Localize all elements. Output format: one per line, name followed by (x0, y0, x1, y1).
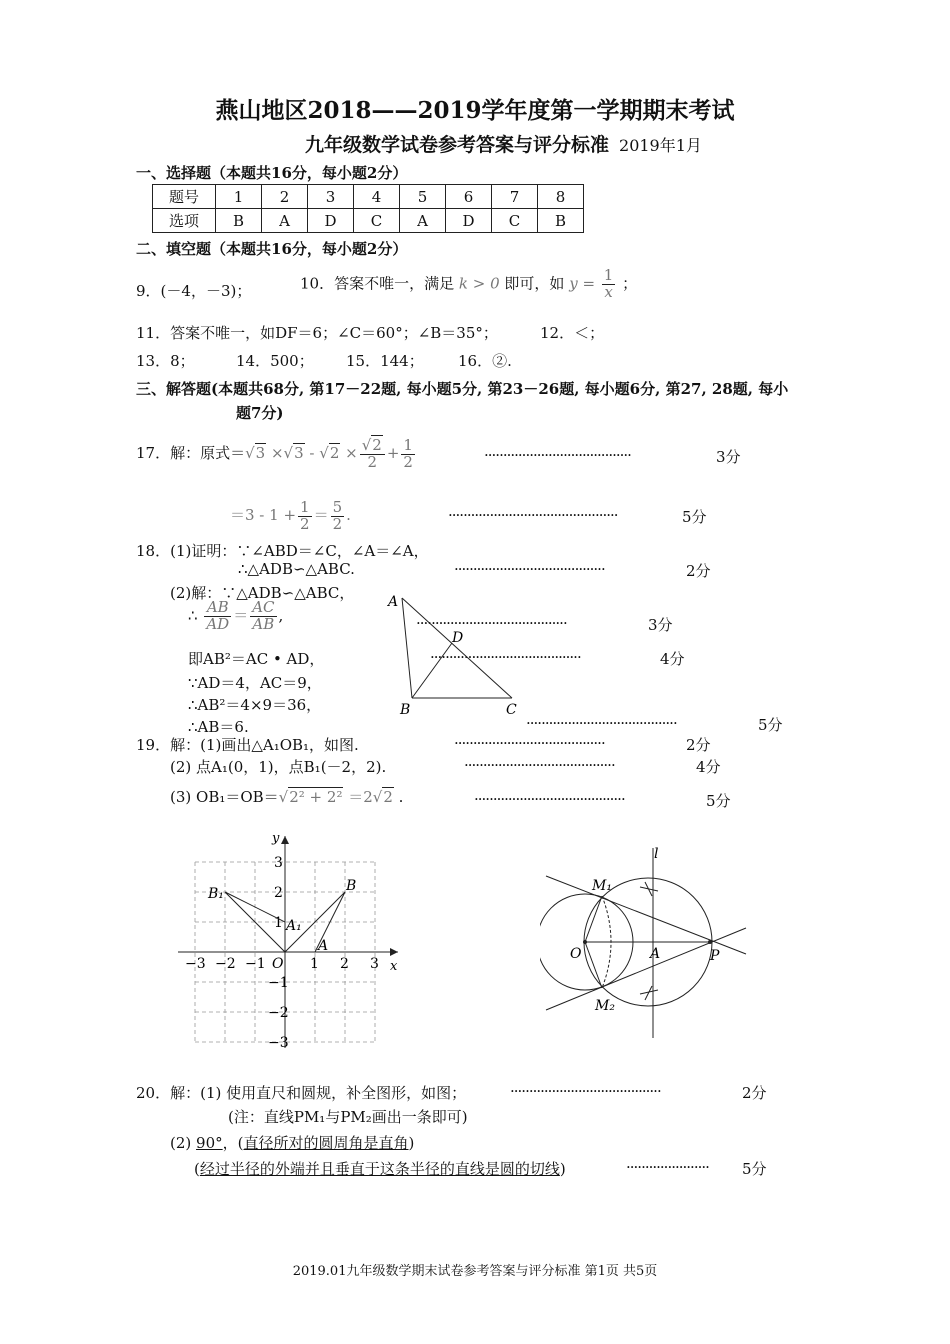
q18-line1: 18．(1)证明：∵∠ABD＝∠C，∠A＝∠A， (136, 542, 429, 560)
label-a: A (650, 946, 661, 962)
q20-blank1: 90° (196, 1134, 223, 1152)
q17-score1: 3分 (716, 448, 741, 466)
q18-score2: 3分 (648, 616, 673, 634)
q18-line8: ∴AB＝6. (188, 718, 249, 736)
q10-end: ； (622, 274, 638, 293)
q18-line3: (2)解：∵△ADB∽△ABC， (170, 584, 355, 602)
q18-f2-den: AB (252, 614, 275, 633)
x-tick: 2 (340, 956, 349, 972)
answer-q11: 11．答案不唯一，如DF＝6；∠C＝60°；∠B＝35°； (136, 324, 498, 342)
q17-label: 17．解：原式＝ (136, 444, 246, 462)
q19-score3: 5分 (706, 792, 731, 810)
q18-f1-den: AD (206, 614, 230, 633)
y-tick: 1 (274, 915, 283, 931)
page-footer: 2019.01九年级数学期末试卷参考答案与评分标准 第1页 共5页 (292, 1264, 658, 1279)
q18-dots4: ········································ (526, 714, 677, 732)
q17-line1 (136, 428, 417, 478)
q20-line4 (194, 1158, 566, 1179)
q19-score2: 4分 (696, 758, 721, 776)
y-axis-label: y (272, 831, 280, 846)
answer-q9: 9．(－4，－3)； (136, 282, 252, 300)
answer-q13: 13．8； (136, 352, 195, 370)
x-tick: −3 (185, 956, 206, 972)
y-tick: 2 (274, 885, 283, 901)
page-subtitle (305, 130, 702, 157)
radius-om1 (585, 896, 602, 942)
q20-blank2: 直径所对的圆周角是直角 (243, 1134, 409, 1152)
q20-line4-open: ( (194, 1160, 200, 1178)
label-m2: M₂ (595, 998, 615, 1014)
q20-line2: (注：直线PM₁与PM₂画出一条即可) (228, 1108, 468, 1126)
answer-table (152, 184, 584, 233)
x-tick: 3 (370, 956, 379, 972)
subtitle-text: 九年级数学试卷参考答案与评分标准 (305, 134, 610, 156)
q17-dots1: ······································· (484, 446, 631, 464)
q18-line2: ∴△ADB∽△ABC. (238, 560, 355, 578)
q19-dots3: ········································ (474, 790, 625, 808)
q18-f1-num: AB (204, 600, 231, 617)
q20-dots1: ········································ (510, 1082, 661, 1100)
table-cell: A (262, 209, 308, 233)
table-cell: 1 (216, 185, 262, 209)
table-cell: 3 (308, 185, 354, 209)
coordinate-graph (170, 826, 410, 1054)
q19-line2: (2) 点A₁(0，1)，点B₁(－2，2). (170, 758, 387, 776)
q20-line3-prefix: (2) (170, 1134, 192, 1152)
table-cell: B (538, 209, 584, 233)
q20-line3-sep: ，( (222, 1134, 244, 1152)
q17-dots2: ············································· (448, 506, 618, 524)
y-tick-labels (268, 855, 289, 1051)
section1-heading: 一、选择题（本题共16分，每小题2分） (136, 164, 408, 182)
q18-f2-num: AC (252, 598, 275, 616)
q10-mid: 即可，如 (504, 274, 565, 293)
q10-fraction (602, 268, 616, 301)
q10-condition: k > 0 (458, 274, 500, 293)
table-cell: 题号 (153, 185, 216, 209)
label-o: O (570, 946, 582, 962)
label-c: C (506, 702, 517, 718)
x-axis-arrow-icon (390, 948, 398, 956)
label-l: l (654, 846, 659, 862)
answer-q15: 15．144； (346, 352, 424, 370)
q18-dots2: ········································ (416, 614, 567, 632)
q18-score4: 5分 (758, 716, 783, 734)
label-p: P (710, 948, 720, 964)
triangle-figure (380, 588, 530, 720)
q18-line7: ∴AB²＝4×9＝36， (188, 696, 322, 714)
circle-construction-figure (540, 842, 760, 1042)
point-b-label: B (346, 878, 357, 894)
point-a1-label: A₁ (286, 918, 302, 934)
table-cell: 7 (492, 185, 538, 209)
q20-score1: 2分 (742, 1084, 767, 1102)
table-cell: B (216, 209, 262, 233)
q18-score1: 2分 (686, 562, 711, 580)
x-tick: 1 (310, 956, 319, 972)
point-p (708, 940, 712, 944)
q18-fraction2 (250, 600, 276, 633)
answer-q14: 14．500； (236, 352, 314, 370)
q18-line6: ∵AD＝4，AC＝9， (188, 674, 322, 692)
answer-q12: 12．＜； (540, 324, 605, 342)
q19-line3-prefix: (3) OB₁＝OB＝ (170, 788, 279, 806)
q10-numerator: 1 (603, 266, 614, 284)
q18-dots1: ········································ (454, 560, 605, 578)
point-o (583, 940, 587, 944)
point-b1-label: B₁ (208, 886, 224, 902)
q18-fraction1 (204, 600, 231, 633)
arc-mark-top (640, 882, 658, 896)
q10-denominator: x (604, 282, 613, 301)
y-axis-arrow-icon (281, 836, 289, 844)
q18-line4: ∴ $\frac{AB}{AD}$ ＝ $\frac{AC}{AB}$ , (188, 598, 284, 633)
q19-dots2: ········································ (464, 756, 615, 774)
q19-dots1: ········································ (454, 734, 605, 752)
origin-label: O (272, 956, 284, 972)
table-cell: 5 (400, 185, 446, 209)
table-cell: D (308, 209, 354, 233)
table-cell: C (492, 209, 538, 233)
label-b: B (400, 702, 411, 718)
table-cell: 选项 (153, 209, 216, 233)
section3-heading-line1: 三、解答题(本题共68分, 第17－22题, 每小题5分, 第23－26题, 每小题6分, 第27, 28题, 每小 (136, 380, 789, 398)
radius-om2 (585, 942, 602, 988)
table-row (153, 209, 584, 233)
q17-score2: 5分 (682, 508, 707, 526)
q19-line3: (3) OB₁＝OB＝√2² + 2² ＝2√2 . (170, 788, 404, 806)
q20-line4-end: ) (559, 1160, 566, 1178)
q17-expr1: √3 ×√3 - √2 × $\frac{√2}{2}$ + $\frac{1}{2}$ (245, 435, 413, 471)
q17-line2: ＝3 - 1 + $\frac{1}{2}$ ＝ $\frac{5}{2}$ . (230, 497, 351, 533)
q20-blank3: 经过半径的外端并且垂直于这条半径的直线是圆的切线 (199, 1160, 560, 1178)
section3-heading-line2: 题7分) (236, 404, 284, 422)
side-ab (402, 598, 412, 698)
q20-score2: 5分 (742, 1160, 767, 1178)
point-a-label: A (318, 938, 329, 954)
q10-prefix: 10．答案不唯一，满足 (300, 274, 455, 293)
side-ac (402, 598, 512, 698)
answer-q16: 16．②. (458, 352, 512, 370)
table-cell: 4 (354, 185, 400, 209)
q10-y: y = (569, 274, 596, 293)
y-tick: 3 (274, 855, 283, 871)
x-axis-label: x (390, 959, 398, 974)
q19-score1: 2分 (686, 736, 711, 754)
x-tick: −2 (215, 956, 236, 972)
exam-date: 2019年1月 (619, 136, 702, 155)
q20-dots2: ······················ (626, 1158, 709, 1176)
q18-dots3: ········································ (430, 648, 581, 666)
y-tick: −1 (268, 975, 289, 991)
label-a: A (388, 594, 399, 610)
y-tick: −2 (268, 1005, 289, 1021)
table-cell: 2 (262, 185, 308, 209)
table-cell: 8 (538, 185, 584, 209)
q18-line5: 即AB²＝AC • AD， (188, 650, 325, 668)
y-tick: −3 (268, 1035, 289, 1051)
segment-bd (412, 643, 452, 698)
q20-line3 (170, 1132, 414, 1153)
table-cell: C (354, 209, 400, 233)
table-cell: A (400, 209, 446, 233)
q18-score3: 4分 (660, 650, 685, 668)
answer-q10 (300, 268, 637, 301)
table-cell: D (446, 209, 492, 233)
q18-therefore: ∴ (188, 606, 198, 625)
label-m1: M₁ (592, 878, 612, 894)
x-tick-labels (185, 956, 379, 972)
table-cell: 6 (446, 185, 492, 209)
label-d: D (452, 630, 464, 646)
q20-line3-end: ) (408, 1134, 415, 1152)
x-tick: −1 (245, 956, 266, 972)
arc-mark-bottom (640, 986, 658, 1000)
q19-line1: 19．解：(1)画出△A₁OB₁，如图. (136, 736, 359, 754)
section2-heading: 二、填空题（本题共16分，每小题2分） (136, 240, 408, 258)
page-title: 燕山地区2018——2019学年度第一学期期末考试 (215, 97, 735, 124)
q20-line1: 20．解：(1) 使用直尺和圆规，补全图形，如图； (136, 1084, 467, 1102)
table-row (153, 185, 584, 209)
